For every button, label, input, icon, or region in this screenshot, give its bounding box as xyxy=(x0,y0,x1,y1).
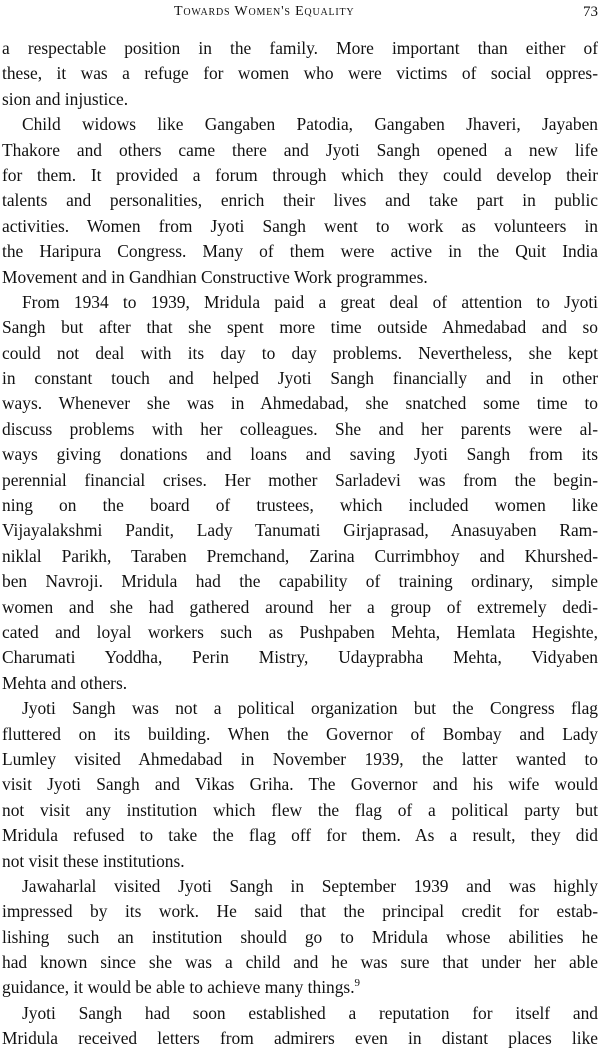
text-line xyxy=(2,696,598,721)
text-line xyxy=(2,722,598,747)
text-line xyxy=(2,87,598,112)
text-line xyxy=(2,671,598,696)
text-line xyxy=(2,849,598,874)
text-line-content: Lumley visited Ahmedabad in November 1939, the latter wanted to xyxy=(2,748,598,769)
text-line-content: Mridula refused to take the flag off for them. As a result, they did xyxy=(2,825,598,846)
text-line xyxy=(2,36,598,61)
text-line xyxy=(2,468,598,493)
text-line-content: guidance, it would be able to achieve many things. xyxy=(2,977,355,998)
text-line xyxy=(2,925,598,950)
text-line xyxy=(2,975,598,1000)
text-line xyxy=(2,138,598,163)
text-line-content: perennial financial crises. Her mother Sarladevi was from the begin- xyxy=(2,469,598,490)
text-line xyxy=(2,1001,598,1026)
text-line xyxy=(2,569,598,594)
text-line-content: not visit these institutions. xyxy=(2,850,185,871)
page-header xyxy=(0,4,600,28)
text-line xyxy=(2,772,598,797)
text-line xyxy=(2,874,598,899)
text-line xyxy=(2,595,598,620)
text-line-content: lishing such an institution should go to Mridula whose abilities he xyxy=(2,926,598,947)
text-line-content: Thakore and others came there and Jyoti Sangh opened a new life xyxy=(2,139,598,160)
text-line xyxy=(2,1026,598,1051)
text-line-content: talents and personalities, enrich their lives and take part in public xyxy=(2,190,598,211)
text-line-content: From 1934 to 1939, Mridula paid a great deal of attention to Jyoti xyxy=(22,291,598,312)
text-line-content: in constant touch and helped Jyoti Sangh financially and in other xyxy=(2,368,598,389)
text-line-content: Jawaharlal visited Jyoti Sangh in September 1939 and was highly xyxy=(22,875,598,896)
text-line xyxy=(2,747,598,772)
footnote-marker: 9 xyxy=(354,977,361,990)
text-line-content: Jyoti Sangh was not a political organization but the Congress flag xyxy=(22,698,598,719)
text-line xyxy=(2,290,598,315)
text-line xyxy=(2,265,598,290)
text-line-content: Jyoti Sangh had soon established a reputation for itself and xyxy=(22,1002,598,1023)
text-line-content: the Haripura Congress. Many of them were active in the Quit India xyxy=(2,241,598,262)
text-line-content: Charumati Yoddha, Perin Mistry, Udayprabha Mehta, Vidyaben xyxy=(2,647,598,668)
text-line-content: had known since she was a child and he was sure that under her able xyxy=(2,952,598,973)
page-number: 73 xyxy=(583,4,598,20)
text-line xyxy=(2,391,598,416)
text-line-content: Child widows like Gangaben Patodia, Gangaben Jhaveri, Jayaben xyxy=(22,114,598,135)
text-line-content: ways giving donations and loans and saving Jyoti Sangh from its xyxy=(2,444,598,465)
text-line-content: Sangh but after that she spent more time outside Ahmedabad and so xyxy=(2,317,598,338)
text-line-content: impressed by its work. He said that the principal credit for estab- xyxy=(2,901,598,922)
text-line-content: discuss problems with her colleagues. She and her parents were al- xyxy=(2,418,598,439)
text-line xyxy=(2,620,598,645)
text-line xyxy=(2,366,598,391)
text-line xyxy=(2,61,598,86)
text-line xyxy=(2,645,598,670)
text-line-content: ben Navroji. Mridula had the capability of training ordinary, simple xyxy=(2,571,598,592)
text-line-content: ways. Whenever she was in Ahmedabad, she snatched some time to xyxy=(2,393,598,414)
text-line xyxy=(2,544,598,569)
text-line-content: sion and injustice. xyxy=(2,88,129,109)
text-line-content: could not deal with its day to day problems. Nevertheless, she kept xyxy=(2,342,598,363)
text-line xyxy=(2,341,598,366)
text-line-content: for them. It provided a forum through which they could develop their xyxy=(2,164,598,185)
text-line xyxy=(2,950,598,975)
text-line xyxy=(2,798,598,823)
text-line-content: Mehta and others. xyxy=(2,672,128,693)
running-head: Towards Women's Equality xyxy=(174,4,355,19)
text-line xyxy=(2,188,598,213)
text-line-content: ning on the board of trustees, which included women like xyxy=(2,495,598,516)
text-line xyxy=(2,112,598,137)
text-line xyxy=(2,239,598,264)
body-text xyxy=(2,36,598,1052)
text-line-content: Mridula received letters from admirers even in distant places like xyxy=(2,1028,598,1049)
text-line-content: cated and loyal workers such as Pushpaben Mehta, Hemlata Hegishte, xyxy=(2,621,598,642)
text-line-content: a respectable position in the family. More important than either of xyxy=(2,38,598,58)
text-line-content: these, it was a refuge for women who were victims of social oppres- xyxy=(2,63,598,84)
text-line xyxy=(2,823,598,848)
text-line xyxy=(2,518,598,543)
text-line-content: fluttered on its building. When the Governor of Bombay and Lady xyxy=(2,723,598,744)
text-line-content: Vijayalakshmi Pandit, Lady Tanumati Girjaprasad, Anasuyaben Ram- xyxy=(2,520,598,541)
text-line xyxy=(2,442,598,467)
text-line xyxy=(2,214,598,239)
text-line xyxy=(2,163,598,188)
text-line xyxy=(2,417,598,442)
text-line-content: women and she had gathered around her a group of extremely dedi- xyxy=(2,596,598,617)
text-line xyxy=(2,493,598,518)
text-line-content: not visit any institution which flew the flag of a political party but xyxy=(2,799,598,820)
text-line-content: visit Jyoti Sangh and Vikas Griha. The Governor and his wife would xyxy=(2,774,598,795)
text-line xyxy=(2,315,598,340)
text-line-content: activities. Women from Jyoti Sangh went to work as volunteers in xyxy=(2,215,598,236)
text-line-content: Movement and in Gandhian Constructive Work programmes. xyxy=(2,266,428,287)
text-line xyxy=(2,899,598,924)
text-line-content: niklal Parikh, Taraben Premchand, Zarina Currimbhoy and Khurshed- xyxy=(2,545,598,566)
